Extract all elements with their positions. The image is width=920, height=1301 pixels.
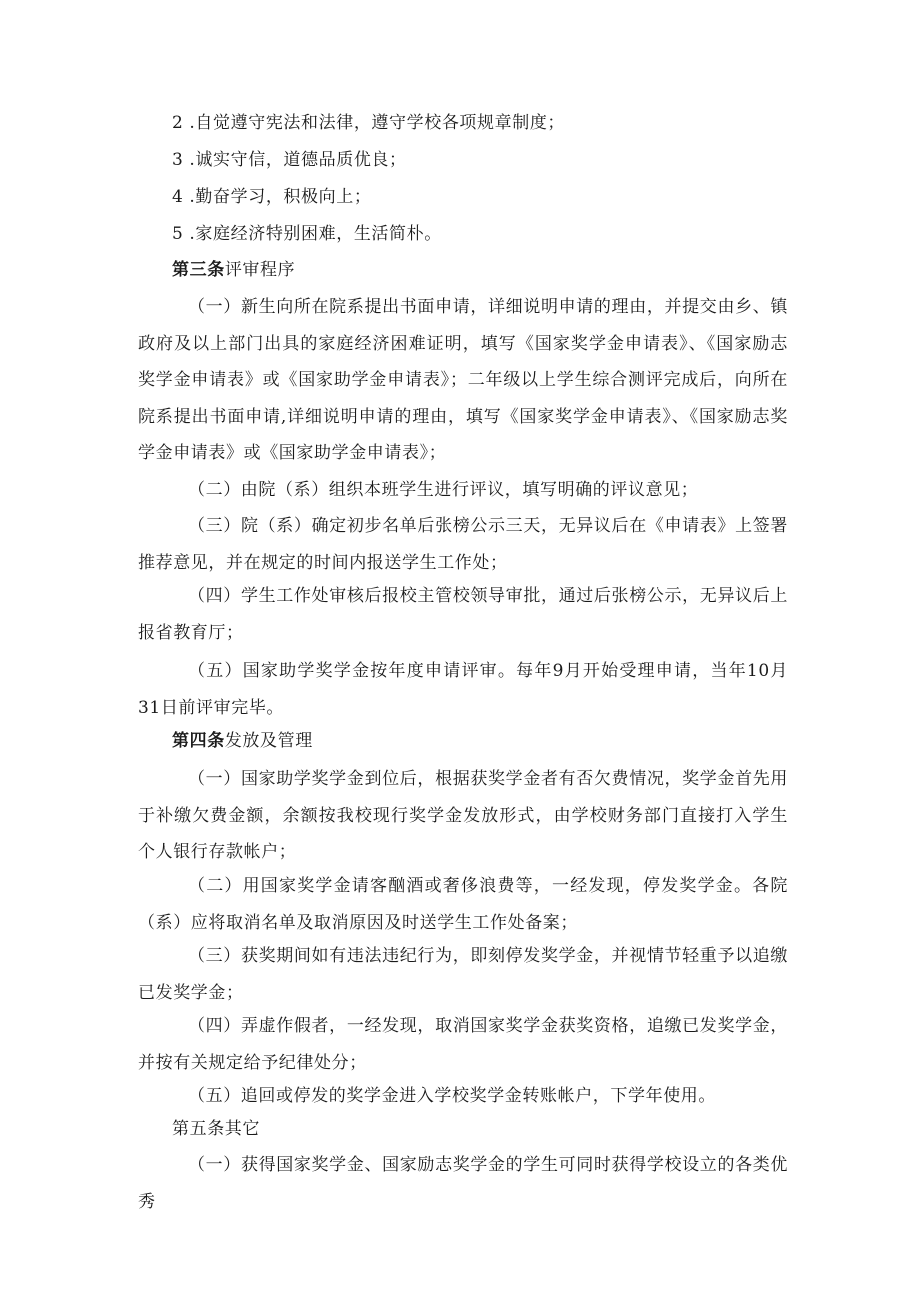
article-3-heading [172, 259, 295, 281]
article-5-item-1: （一）获得国家奖学金、国家励志奖学金的学生可同时获得学校设立的各类优秀 [138, 1155, 788, 1212]
article-4-item-5: （五）追回或停发的奖学金进入学校奖学金转账帐户，下学年使用。 [188, 1086, 716, 1106]
article-3-item-3: （三）院（系）确定初步名单后张榜公示三天，无异议后在《申请表》上签署推荐意见，并在规定的时间内报送学生工作处； [138, 516, 788, 573]
article-3-number: 第三条 [172, 260, 225, 280]
article-3-item-2: （二）由院（系）组织本班学生进行评议，填写明确的评议意见； [188, 480, 699, 500]
article-3-item-5: （五）国家助学奖学金按年度申请评审。每年9月开始受理申请，当年10月31日前评审完毕。 [138, 661, 788, 718]
requirement-item: 5 .家庭经济特别困难，生活简朴。 [172, 224, 442, 244]
requirement-item: 4 .勤奋学习，积极向上； [172, 187, 372, 207]
article-4-item-2: （二）用国家奖学金请客酗酒或奢侈浪费等，一经发现，停发奖学金。各院（系）应将取消名单及取消原因及时送学生工作处备案； [138, 876, 788, 933]
article-3-item-1: （一）新生向所在院系提出书面申请，详细说明申请的理由，并提交由乡、镇政府及以上部门出具的家庭经济困难证明，填写《国家奖学金申请表》、《国家励志奖学金申请表》或《国家助学金申请表》；二年级以上学生综合测评完成后，向所在院系提出书面申请,详细说明申请的理由，填写《国家奖学金申请表》、《国家励志奖学金申请表》或《国家助学金申请表》； [138, 297, 788, 464]
article-4-item-1: （一）国家助学奖学金到位后，根据获奖学金者有否欠费情况，奖学金首先用于补缴欠费金额，余额按我校现行奖学金发放形式，由学校财务部门直接打入学生个人银行存款帐户； [138, 769, 788, 863]
article-4-item-4: （四）弄虚作假者，一经发现，取消国家奖学金获奖资格，追缴已发奖学金，并按有关规定给予纪律处分； [138, 1016, 788, 1073]
article-4-number: 第四条 [172, 731, 225, 751]
article-4-heading [172, 730, 313, 752]
article-3-item-4: （四）学生工作处审核后报校主管校领导审批，通过后张榜公示，无异议后上报省教育厅； [138, 586, 788, 643]
article-4-title: 发放及管理 [224, 731, 313, 751]
requirement-item: 2 .自觉遵守宪法和法律，遵守学校各项规章制度； [172, 113, 566, 133]
article-4-item-3: （三）获奖期间如有违法违纪行为，即刻停发奖学金，并视情节轻重予以追缴已发奖学金； [138, 946, 788, 1003]
article-3-title: 评审程序 [224, 260, 296, 280]
article-5-heading: 第五条其它 [172, 1119, 260, 1139]
requirement-item: 3 .诚实守信，道德品质优良； [172, 150, 407, 170]
